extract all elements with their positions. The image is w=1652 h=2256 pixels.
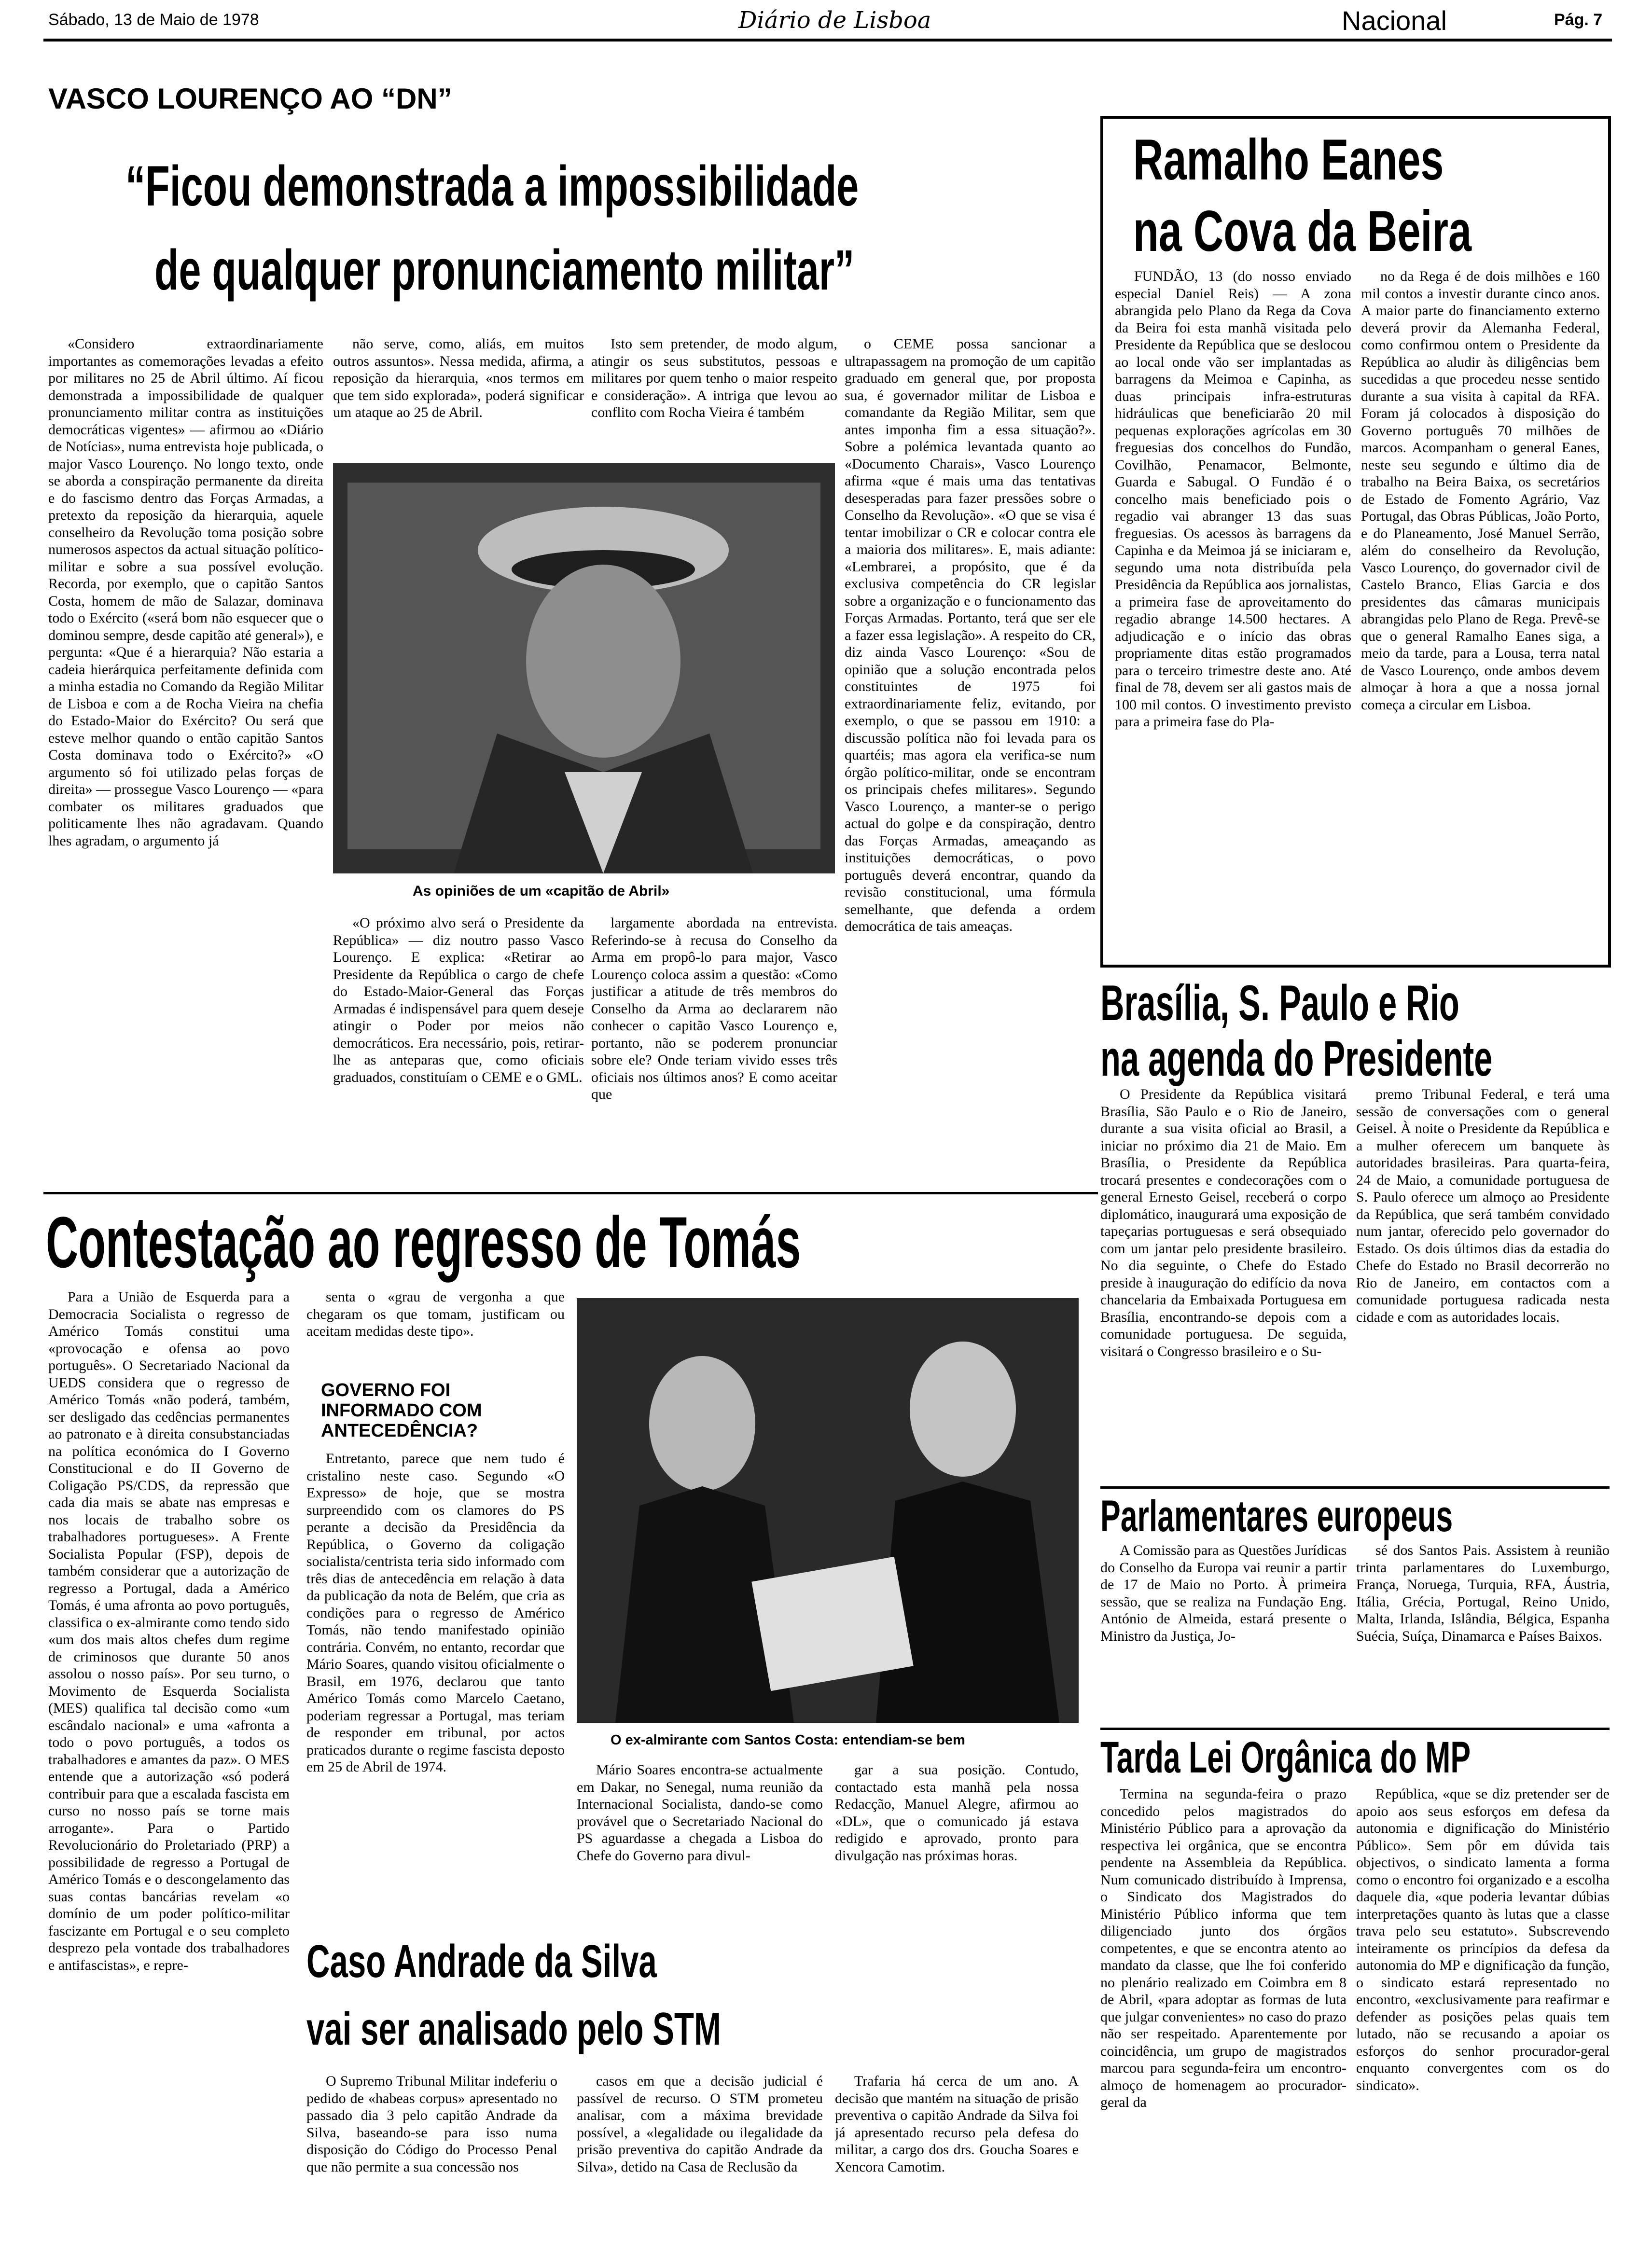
- article1-photo-caption: As opiniões de um «capitão de Abril»: [413, 883, 670, 899]
- article7-column-3: [835, 2073, 1079, 2244]
- article6-text: Termina na segunda-feira o prazo concedido pelos magistrados do Ministério Público para a aprovação da respectiva lei orgânica, que se encontra pendente na Assembleia da República. Num comunicado distribuído à Imprensa, o Sindicato dos Magistrados do Ministério Público informa que tem diligenciado junto dos órgãos competentes, e que se encontra atento ao mandato da classe, que lhe foi conferido no plenário realizado em Coimbra em 8 de Abril, «para adoptar as formas de luta que julgar convenientes» no caso do prazo não ser respeitado. Aparentemente por coincidência, um grupo de magistrados marcou para segunda-feira um encontro-almoço de homenagem ao procurador-geral da: [1100, 1786, 1347, 2110]
- article1-text: não serve, como, aliás, em muitos outros assuntos». Nessa medida, afirma, a reposição da hierarquia, «nos termos em que tem sido explorada», poderá significar um ataque ao 25 de Abril.: [333, 336, 584, 420]
- article1-text: o CEME possa sancionar a ultrapassagem na promoção de um capitão graduado em general que, por proposta sua, é governador militar de Lisboa e comandante da Região Militar, sem que antes imponha fim a essa situação?». Sobre a polémica levantada quanto ao «Documento Charais», Vasco Lourenço afirma «que é mais uma das tentativas desesperadas para fazer pressões sobre o Conselho da Revolução». «O que se visa é tentar imobilizar o CR e colocar contra ele a maioria dos militares». E, mais adiante: «Lembrarei, a propósito, que é da exclusiva competência do CR legislar sobre a organização e o funcionamento das Forças Armadas. Portanto, terá que ser ele a fazer essa legislação». A respeito do CR, diz ainda Vasco Lourenço: «Sou de opinião que a solução encontrada pelos constituintes de 1975 foi extraordinariamente feliz, evitando, por exemplo, o que se passou em 1910: a discussão política não foi levada para os quartéis; mas agora ela verifica-se num órgão político-militar, onde se encontram os principais chefes militares». Segundo Vasco Lourenço, a manter-se o perigo actual do golpe e da conspiração, dentro das Forças Armadas, ameaçando as instituições democráticas, o povo português deverá encontrar, quando da revisão constitucional, uma fórmula semelhante, que defenda a ordem democrática de tais ameaças.: [845, 336, 1096, 934]
- article7-column-1: [306, 2073, 557, 2244]
- article2-text: FUNDÃO, 13 (do nosso enviado especial Daniel Reis) — A zona abrangida pelo Plano da Rega da Cova da Beira foi esta manhã visitada pelo Presidente da República que se deslocou ao local onde vão ser implantadas as barragens da Meimoa e Capinha, as duas principais infra-estruturas hidráulicas que beneficiarão 20 mil pequenas explorações agrícolas em 30 freguesias dos concelhos do Fundão, Covilhão, Penamacor, Belmonte, Guarda e Sabugal. O Fundão é o concelho mais beneficiado pois o regadio vai abranger 13 das suas freguesias. Os acessos às barragens da Capinha e da Meimoa já se iniciaram e, segundo uma nota distribuída pela Presidência da República aos jornalistas, a primeira fase de aproveitamento do regadio abrange 14.500 hectares. A adjudicação e o início das obras propriamente ditas estão programados para o terceiro trimestre deste ano. Até final de 78, devem ser ali gastos mais de 100 mil contos. O investimento previsto para a primeira fase do Pla-: [1115, 268, 1351, 730]
- article4-column-2-top: [306, 1288, 565, 1375]
- article5-text: A Comissão para as Questões Jurídicas do Conselho da Europa vai reunir a partir de 17 de Maio no Porto. À primeira sessão, que se realiza na Fundação Eng. António de Almeida, estará presente o Ministro da Justiça, Jo-: [1100, 1542, 1347, 1644]
- page-number: Pág. 7: [1554, 11, 1603, 29]
- page-date: Sábado, 13 de Maio de 1978: [48, 11, 259, 29]
- article4-text: gar a sua posição. Contudo, contactado esta manhã pela nossa Redacção, Manuel Alegre, afirmou ao «DL», que o comunicado já estava redigido e aprovado, pronto para divulgação nas próximas horas.: [835, 1762, 1079, 1864]
- article4-photo-caption: O ex-almirante com Santos Costa: entendiam-se bem: [611, 1732, 965, 1748]
- article1-column-3-bottom: [591, 914, 837, 1187]
- article1-text: Isto sem pretender, de modo algum, atingir os seus substitutos, pessoas e militares por quem tenho o maior respeito e consideração». A intriga que levou ao conflito com Rocha Vieira é também: [591, 336, 837, 420]
- article7-text: O Supremo Tribunal Militar indeferiu o pedido de «habeas corpus» apresentado no passado dia 3 pelo capitão Andrade da Silva, baseando-se para isso numa disposição do Código do Processo Penal que não permite a sua concessão nos: [306, 2073, 557, 2175]
- article3-column-1: [1100, 1086, 1347, 1484]
- article1-headline-line1: “Ficou demonstrada a impossibilidade: [125, 154, 859, 218]
- article2-column-2: [1361, 268, 1600, 958]
- article3-headline-line1: Brasília, S. Paulo e Rio: [1100, 975, 1459, 1031]
- article3-headline-line2: na agenda do Presidente: [1100, 1031, 1493, 1087]
- article6-headline: Tarda Lei Orgânica do MP: [1100, 1733, 1471, 1782]
- article1-text: «Considero extraordinariamente importantes as comemorações levadas a efeito por militares no 25 de Abril último. Aí ficou demonstrada a impossibilidade de qualquer pronunciamento militar contra as instituições democráticas vigentes» — afirmou ao «Diário de Notícias», numa entrevista hoje publicada, o major Vasco Lourenço. No longo texto, onde se aborda a conspiração permanente da direita e do fascismo dentro das Forças Armadas, a pretexto da reposição da hierarquia, aquele conselheiro da Revolução toma posição sobre numerosos aspectos da actual situação político-militar e sobre a sua possível evolução. Recorda, por exemplo, que o capitão Santos Costa, homem de mão de Salazar, dominava todo o Exército («será bom não esquecer que o dominou sempre, desde capitão até general»), e pergunta: «Que é a hierarquia? Não estaria a cadeia hierárquica perfeitamente definida com a minha estadia no Comando da Região Militar de Lisboa e com a de Rocha Vieira na chefia do Estado-Maior do Exército? Ou será que esteve melhor quando o então capitão Santos Costa dominava todo o Exército?» «O argumento só foi utilizado pelas forças de direita» — prossegue Vasco Lourenço — «para combater os militares graduados que politicamente lhes não agradavam. Quando lhes agradam, o argumento já: [48, 336, 323, 849]
- article1-column-2-top: [333, 335, 584, 456]
- section-rule: [1100, 1728, 1610, 1730]
- section-name: Nacional: [1342, 5, 1447, 36]
- article4-headline: Contestação ao regresso de Tomás: [46, 1202, 801, 1283]
- article1-kicker: VASCO LOURENÇO AO “DN”: [48, 83, 452, 115]
- article6-column-1: [1100, 1785, 1347, 2244]
- article2-headline-line2: na Cova da Beira: [1133, 199, 1472, 263]
- section-rule: [1100, 1486, 1610, 1489]
- article5-text: sé dos Santos Pais. Assistem à reunião trinta parlamentares do Luxemburgo, França, Noruega, Turquia, RFA, Áustria, Itália, Grécia, Portugal, Reino Unido, Malta, Irlanda, Islândia, Bélgica, Espanha Suécia, Suíça, Dinamarca e Países Baixos.: [1356, 1542, 1610, 1644]
- article6-column-2: [1356, 1785, 1610, 2244]
- article3-text: O Presidente da República visitará Brasília, São Paulo e o Rio de Janeiro, durante a sua visita oficial ao Brasil, a iniciar no próximo dia 21 de Maio. Em Brasília, o Presidente da República trocará presentes e condecorações com o general Ernesto Geisel, receberá o corpo diplomático, inaugurará uma exposição de tapeçarias portuguesas e será obsequiado com um jantar pelo presidente brasileiro. No dia seguinte, o Chefe do Estado preside à inauguração do edifício da nova chancelaria da Embaixada Portuguesa em Brasília, encontrando-se depois com a comunidade portuguesa. De seguida, visitará o Congresso brasileiro e o Su-: [1100, 1086, 1347, 1359]
- article4-column-4: [835, 1761, 1079, 1904]
- article1-column-4: [845, 335, 1096, 1187]
- article4-text: Mário Soares encontra-se actualmente em Dakar, no Senegal, numa reunião da Internacional Socialista, dando-se como provável que o Secretariado Nacional do PS aguardasse a chegada a Lisboa do Chefe do Governo para divul-: [577, 1762, 823, 1864]
- article7-column-2: [577, 2073, 823, 2244]
- article5-headline: Parlamentares europeus: [1100, 1492, 1453, 1541]
- section-rule: [43, 1192, 1098, 1194]
- article1-text: largamente abordada na entrevista. Referindo-se à recusa do Conselho da Arma em propô-lo para major, Vasco Lourenço coloca assim a questão: «Como justificar a atitude de três membros do Conselho da Arma ao declararem não conhecer o capitão Vasco Lourenço e, portanto, não se poderem pronunciar sobre ele? Onde teriam vivido esses três oficiais nos últimos anos? E como aceitar que: [591, 915, 837, 1102]
- article6-text: República, «que se diz pretender ser de apoio aos seus esforços em defesa da autonomia e dignificação do Ministério Público». Sem pôr em dúvida tais objectivos, o sindicato lamenta a forma como o encontro foi organizado e a escolha daquele dia, «que poderia levantar dúbias interpretações quanto às lutas que a classe trava pelo seu estatuto». Subscrevendo inteiramente os princípios da defesa da autonomia do MP e dignificação da função, o sindicato estará representado no encontro, «exclusivamente para reafirmar e defender as posições pelas quais tem lutado, não se recusando a apoiar os esforços do senhor procurador-geral enquanto convergentes com os do sindicato».: [1356, 1786, 1610, 2093]
- article4-column-1: [48, 1288, 290, 2242]
- article1-column-1: [48, 335, 323, 1187]
- article2-column-1: [1115, 268, 1351, 958]
- article4-subhead: GOVERNO FOI INFORMADO COM ANTECEDÊNCIA?: [321, 1380, 482, 1441]
- article4-text: Para a União de Esquerda para a Democracia Socialista o regresso de Américo Tomás constitui uma «provocação e ofensa ao povo português». O Secretariado Nacional da UEDS considera que o regresso de Américo Tomás «não poderá, também, ser desligado das cedências permanentes ao patronato e à direita consubstanciadas na política económica do I Governo Constitucional e do II Governo de Coligação PS/CDS, da repressão que cada dia mais se abate nas empresas e nos locais de trabalho sobre os trabalhadores portugueses». A Frente Socialista Popular (FSP), depois de também considerar que a autorização de regresso a Portugal, dada a Américo Tomás, é uma afronta ao povo português, classifica o ex-almirante como tendo sido «um dos mais altos chefes dum regime de criminosos que durante 50 anos assolou o nosso país». Por seu turno, o Movimento de Esquerda Socialista (MES) qualifica tal decisão como «um escândalo nacional» e uma «afronta a todo o povo português, a todos os trabalhadores e amantes da paz». O MES entende que a autorização «só poderá contribuir para que a escalada fascista em curso no nosso país se torne mais arrogante». Para o Partido Revolucionário do Proletariado (PRP) a possibilidade de regresso a Portugal de Américo Tomás e o descongelamento das suas contas bancárias revelam «o domínio de um poder político-militar fascizante em Portugal e o seu completo desprezo pela vontade dos trabalhadores e antifascistas», e repre-: [48, 1289, 290, 1973]
- article7-headline-line2: vai ser analisado pelo STM: [306, 2003, 721, 2055]
- article4-column-2-body: [306, 1450, 565, 1904]
- article7-headline-line1: Caso Andrade da Silva: [306, 1936, 657, 1987]
- article1-text: «O próximo alvo será o Presidente da República» — diz noutro passo Vasco Lourenço. E explica: «Retirar ao Presidente da República o cargo de chefe do Estado-Maior-General das Forças Armadas é indispensável para quem deseje atingir o Poder por meios não democráticos. Era necessário, pois, retirar-lhe as anteparas que, como oficiais graduados, constituíam o CEME e o GML.: [333, 915, 584, 1085]
- article3-text: premo Tribunal Federal, e terá uma sessão de conversações com o general Geisel. À noite o Presidente da República e a mulher oferecem um banquete às autoridades brasileiras. Para quarta-feira, 24 de Maio, a comunidade portuguesa de S. Paulo oferece um almoço ao Presidente da República, que será também convidado num jantar, oferecido pelo governador do Estado. Os dois últimos dias da estadia do Chefe do Estado no Brasil decorrerão no Rio de Janeiro, em contactos com a comunidade portuguesa radicada nesta cidade e com as autoridades locais.: [1356, 1086, 1610, 1325]
- article7-text: Trafaria há cerca de um ano. A decisão que mantém na situação de prisão preventiva o capitão Andrade da Silva foi já apresentado recurso pela defesa do militar, a cargo dos drs. Goucha Soares e Xencora Camotim.: [835, 2073, 1079, 2175]
- article4-column-3: [577, 1761, 823, 1904]
- article5-column-1: [1100, 1542, 1347, 1720]
- header-rule: [43, 39, 1612, 42]
- article7-text: casos em que a decisão judicial é passível de recurso. O STM prometeu analisar, com a máxima brevidade possível, a «legalidade ou ilegalidade da prisão preventiva do capitão Andrade da Silva», detido na Casa de Reclusão da: [577, 2073, 823, 2175]
- article1-column-2-bottom: [333, 914, 584, 1187]
- military-officer-photo: [333, 463, 835, 873]
- former-admiral-photo: [577, 1298, 1079, 1723]
- article5-column-2: [1356, 1542, 1610, 1720]
- article4-text: senta o «grau de vergonha a que chegaram os que tomam, justificam ou aceitam medidas deste tipo».: [306, 1289, 565, 1339]
- article3-column-2: [1356, 1086, 1610, 1484]
- article2-text: no da Rega é de dois milhões e 160 mil contos a investir durante cinco anos. A maior parte do financiamento externo deverá provir da Alemanha Federal, como confirmou ontem o Presidente da República ao aludir às diligências bem sucedidas a que procedeu nesse sentido durante a sua visita à capital da RFA. Foram já colocados à disposição do Governo português 70 milhões de marcos. Acompanham o general Eanes, neste seu segundo e último dia de trabalho na Beira Baixa, os secretários de Estado de Fomento Agrário, Vaz Portugal, das Obras Públicas, João Porto, e do Planeamento, José Manuel Serrão, além do conselheiro da Revolução, Vasco Lourenço, do governador civil de Castelo Branco, Elias Garcia e dos presidentes das câmaras municipais abrangidas pelo Plano de Rega. Prevê-se que o general Ramalho Eanes siga, a meio da tarde, para a Lousa, terra natal de Vasco Lourenço, onde ambos devem almoçar à hora a que a nossa jornal começa a circular em Lisboa.: [1361, 268, 1600, 713]
- article2-headline-line1: Ramalho Eanes: [1133, 127, 1444, 192]
- newspaper-title: Diário de Lisboa: [738, 7, 931, 34]
- article4-text: Entretanto, parece que nem tudo é cristalino neste caso. Segundo «O Expresso» de hoje, que se mostra surpreendido com os clamores do PS perante a decisão da Presidência da República, o Governo da coligação socialista/centrista teria sido informado com três dias de antecedência em relação à data da publicação da nota de Belém, que cria as condições para o regresso de Américo Tomás, não tendo manifestado opinião contrária. Convém, no entanto, recordar que Mário Soares, quando visitou oficialmente o Brasil, em 1976, declarou que tanto Américo Tomás como Marcelo Caetano, poderiam regressar a Portugal, mas teriam de responder em tribunal, por actos praticados durante o regime fascista deposto em 25 de Abril de 1974.: [306, 1451, 565, 1775]
- article1-headline-line2: de qualquer pronunciamento militar”: [154, 238, 855, 302]
- article1-column-3-top: [591, 335, 837, 483]
